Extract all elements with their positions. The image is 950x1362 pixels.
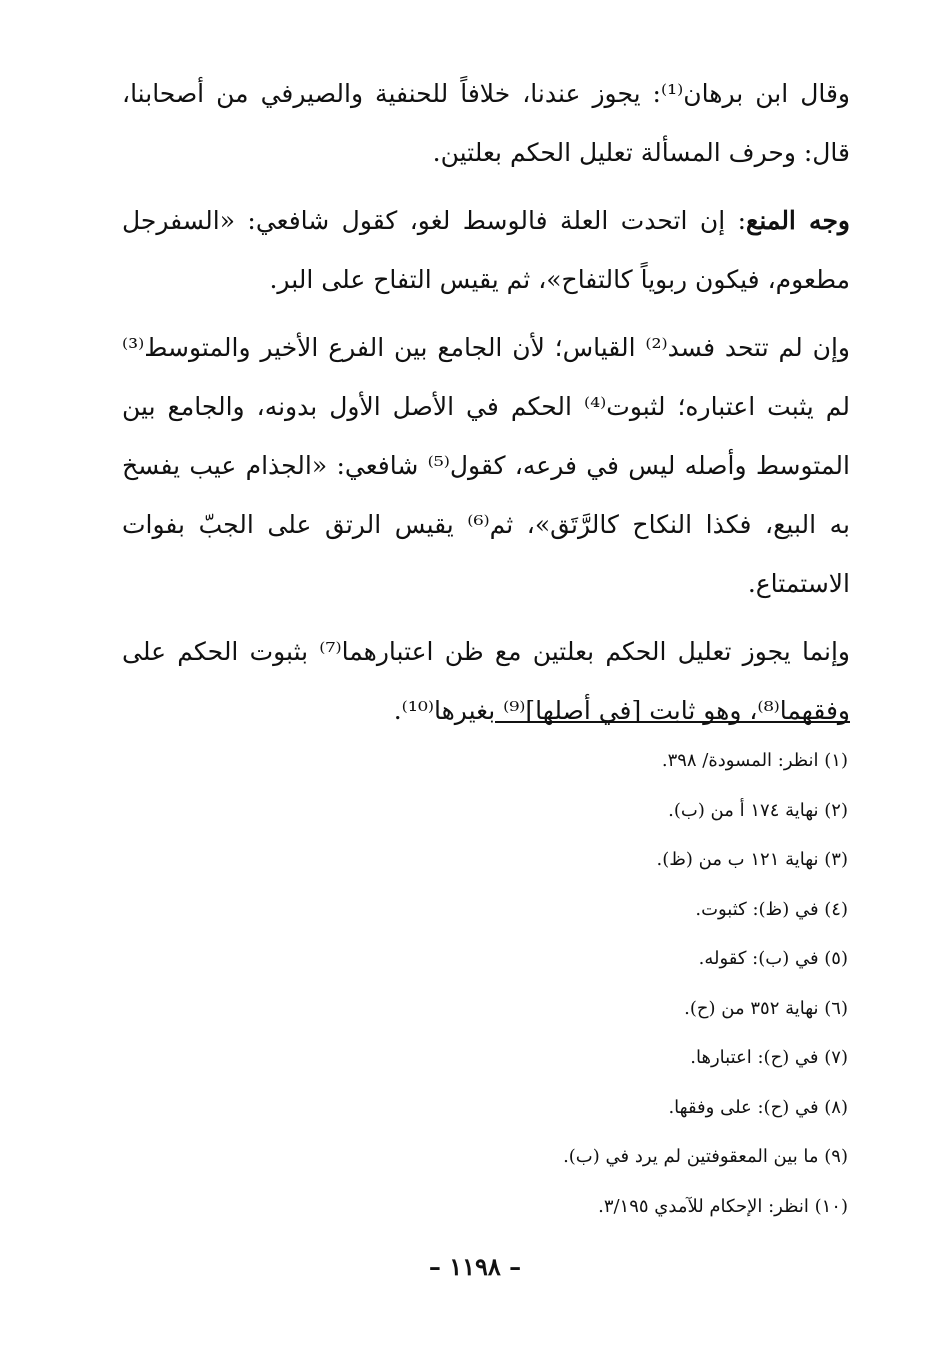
- footnote-8: (٨) في (ح): على وفقها.: [668, 1096, 848, 1118]
- footnote-6: (٦) نهاية ٣٥٢ من (ح).: [684, 997, 848, 1019]
- footnote-7: (٧) في (ح): اعتبارها.: [690, 1047, 848, 1068]
- paragraph-2-text: : إن اتحدت العلة فالوسط لغو، كقول شافعي: «السفرجل مطعوم، فيكون ربوياً كالتفاح»، ثم يقيس التفاح على البر.: [122, 206, 850, 294]
- footnote-3: (٣) نهاية ١٢١ ب من (ظ).: [656, 849, 848, 870]
- footnote-4: (٤) في (ظ): كثبوت.: [695, 898, 848, 920]
- footnote-9: (٩) ما بين المعقوفتين لم يرد في (ب).: [563, 1146, 848, 1167]
- footnote-2: (٢) نهاية ١٧٤ أ من (ب).: [668, 799, 848, 821]
- footnote-1: (١) انظر: المسودة/ ٣٩٨.: [661, 750, 848, 771]
- paragraph-2-lead: وجه المنع: [746, 206, 850, 235]
- footnote-5: (٥) في (ب): كقوله.: [698, 948, 848, 969]
- paragraph-2: [122, 191, 850, 309]
- paragraph-3-text: وإن لم تتحد فسد⁽²⁾ القياس؛ لأن الجامع بين الفرع الأخير والمتوسط⁽³⁾ لم يثبت اعتباره؛ لثبوت⁽⁴⁾ الحكم في الأصل الأول بدونه، والجامع بين المتوسط وأصله ليس في فرعه، كقول⁽⁵⁾ شافعي: «الجذام عيب يفسخ به البيع، فكذا النكاح كالرَّتَق»، ثم⁽⁶⁾ يقيس الرتق على الجبّ بفوات الاستمتاع.: [122, 333, 851, 598]
- paragraph-1-text: وقال ابن برهان⁽¹⁾: يجوز عندنا، خلافاً للحنفية والصيرفي من أصحابنا، قال: وحرف المسألة تعليل الحكم بعلتين.: [122, 79, 850, 167]
- paragraph-3: [122, 318, 850, 613]
- footnotes: [300, 736, 848, 1231]
- footnote-separator: [495, 721, 850, 723]
- paragraph-4-text: وإنما يجوز تعليل الحكم بعلتين مع ظن اعتبارهما⁽⁷⁾ بثبوت الحكم على وفقهما⁽⁸⁾، وهو ثابت [في أصلها]⁽⁹⁾ بغيرها⁽¹⁰⁾.: [122, 637, 850, 725]
- paragraph-1: [122, 64, 850, 182]
- footnote-10: (١٠) انظر: الإحكام للآمدي ٣/١٩٥.: [598, 1195, 848, 1217]
- page-number: – ١١٩٨ –: [428, 1252, 522, 1281]
- main-text: [122, 64, 850, 749]
